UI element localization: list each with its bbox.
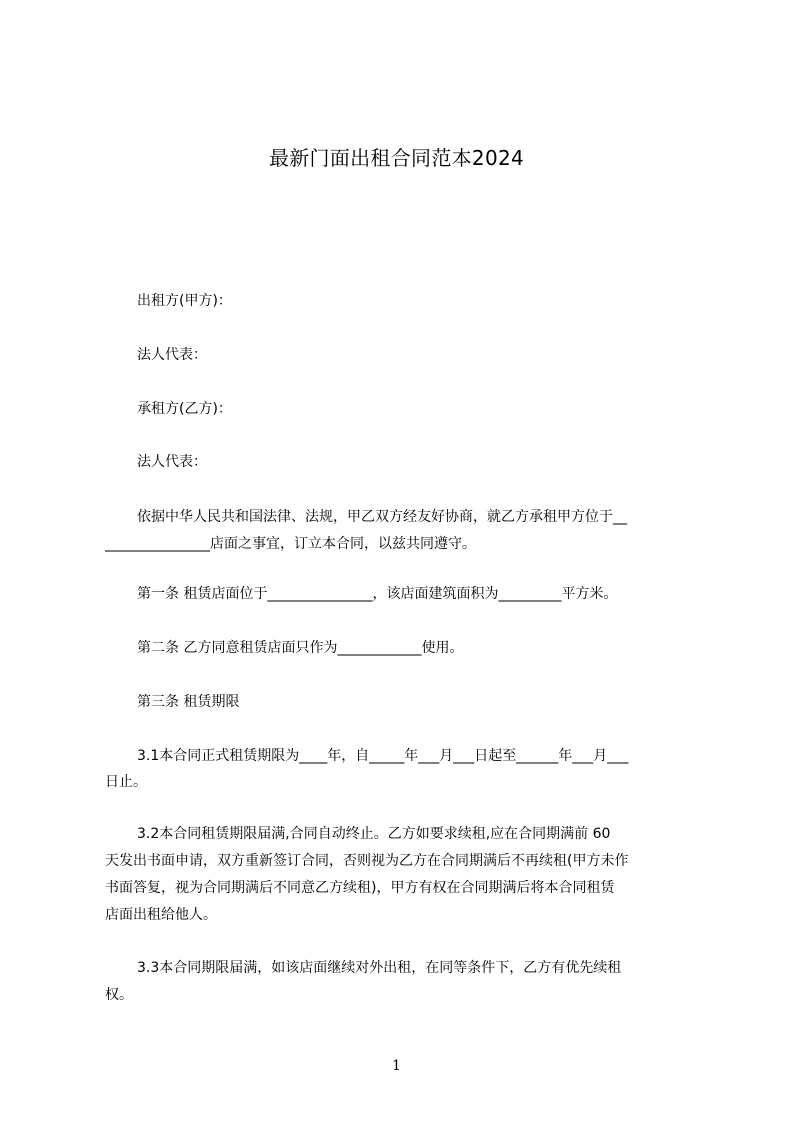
clause-3-2-line-3: 书面答复，视为合同期满后不同意乙方续租)，甲方有权在合同期满后将本合同租赁 [105, 880, 615, 896]
article-3-heading: 第三条 租赁期限 [137, 694, 240, 710]
page-number: 1 [392, 1058, 401, 1074]
preamble-line-2: _______________店面之事宜，订立本合同，以兹共同遵守。 [105, 536, 476, 552]
preamble-line-1: 依据中华人民共和国法律、法规，甲乙双方经友好协商，就乙方承租甲方位于__ [137, 509, 627, 525]
clause-3-2-line-1: 3.2本合同租赁期限届满,合同自动终止。乙方如要求续租,应在合同期满前 60 [137, 826, 611, 842]
clause-3-3-line-2: 权。 [105, 987, 133, 1003]
clause-3-1-line-1: 3.1本合同正式租赁期限为____年，自_____年___月___日起至______年___月___ [137, 748, 629, 764]
party-b-representative-line: 法人代表： [137, 454, 207, 470]
clause-3-1-line-2: 日止。 [105, 774, 147, 790]
party-a-line: 出租方(甲方)： [137, 293, 232, 309]
party-b-line: 承租方(乙方)： [137, 401, 232, 417]
clause-3-3-line-1: 3.3本合同期限届满，如该店面继续对外出租，在同等条件下，乙方有优先续租 [137, 960, 622, 976]
article-2: 第二条 乙方同意租赁店面只作为____________使用。 [137, 640, 464, 656]
clause-3-2-line-4: 店面出租给他人。 [105, 907, 217, 923]
party-a-representative-line: 法人代表： [137, 347, 207, 363]
clause-3-2-line-2: 天发出书面申请，双方重新签订合同，否则视为乙方在合同期满后不再续租(甲方未作 [105, 853, 629, 869]
article-1: 第一条 租赁店面位于_______________，该店面建筑面积为_________平方米。 [137, 586, 618, 602]
document-title: 最新门面出租合同范本2024 [268, 146, 525, 170]
